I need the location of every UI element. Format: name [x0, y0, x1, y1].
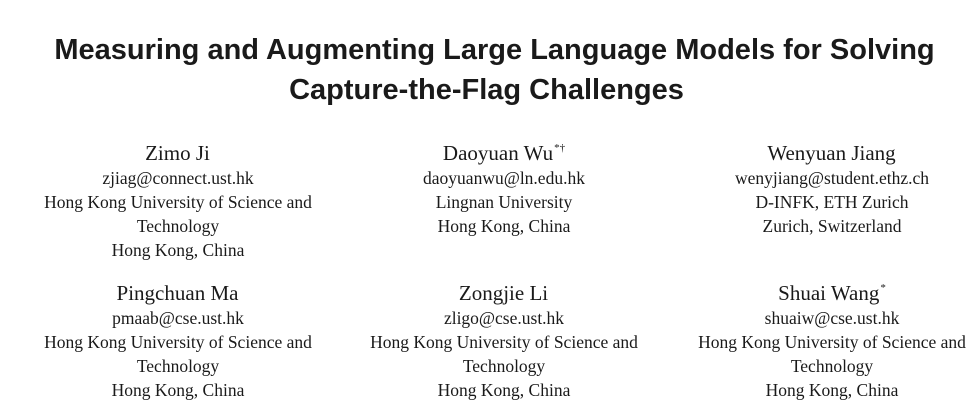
author-affiliation-line-3: Hong Kong, China — [437, 380, 571, 400]
author-affiliation-line-2: Technology — [462, 356, 546, 376]
author-email: zjiag@connect.ust.hk — [102, 168, 254, 188]
author-name: Daoyuan Wu — [442, 141, 554, 165]
author-name: Zongjie Li — [458, 281, 549, 305]
author-email: zligo@cse.ust.hk — [443, 308, 565, 328]
author-affiliation-line-2: Technology — [136, 216, 220, 236]
author-affiliation-line-2: Technology — [136, 356, 220, 376]
author-name: Zimo Ji — [145, 141, 210, 165]
author-affiliation-line-1: Hong Kong University of Science and — [44, 192, 312, 212]
author-affiliation-line-1: Hong Kong University of Science and — [44, 332, 312, 352]
author-affiliation-line-1: D-INFK, ETH Zurich — [755, 192, 909, 212]
author-name: Wenyuan Jiang — [767, 141, 896, 165]
author-block-shuai-wang — [667, 275, 973, 402]
author-email: pmaab@cse.ust.hk — [112, 308, 244, 328]
author-marks: * — [880, 282, 886, 294]
author-affiliation-line-3: Hong Kong, China — [765, 380, 899, 400]
author-block-zongjie-li — [339, 275, 669, 402]
author-email: shuaiw@cse.ust.hk — [764, 308, 900, 328]
author-email: wenyjiang@student.ethz.ch — [735, 168, 929, 188]
author-block-zimo-ji — [13, 135, 343, 262]
paper-title — [0, 30, 973, 110]
author-affiliation-line-3: Hong Kong, China — [111, 240, 245, 260]
author-affiliation-line-2: Technology — [790, 356, 874, 376]
author-block-pingchuan-ma — [13, 275, 343, 402]
author-marks: *† — [554, 142, 566, 154]
author-affiliation-line-2: Zurich, Switzerland — [762, 216, 902, 236]
author-affiliation-line-2: Hong Kong, China — [437, 216, 571, 236]
paper-title-line-1: Measuring and Augmenting Large Language Models for Solving — [54, 34, 935, 66]
author-affiliation-line-3: Hong Kong, China — [111, 380, 245, 400]
author-name: Shuai Wang — [778, 281, 880, 305]
author-affiliation-line-1: Hong Kong University of Science and — [698, 332, 966, 352]
paper-title-line-2: Capture-the-Flag Challenges — [289, 74, 684, 106]
author-block-wenyuan-jiang — [667, 135, 973, 238]
author-email: daoyuanwu@ln.edu.hk — [423, 168, 585, 188]
author-affiliation-line-1: Lingnan University — [435, 192, 573, 212]
author-affiliation-line-1: Hong Kong University of Science and — [370, 332, 638, 352]
author-name: Pingchuan Ma — [116, 281, 239, 305]
author-block-daoyuan-wu — [339, 135, 669, 238]
